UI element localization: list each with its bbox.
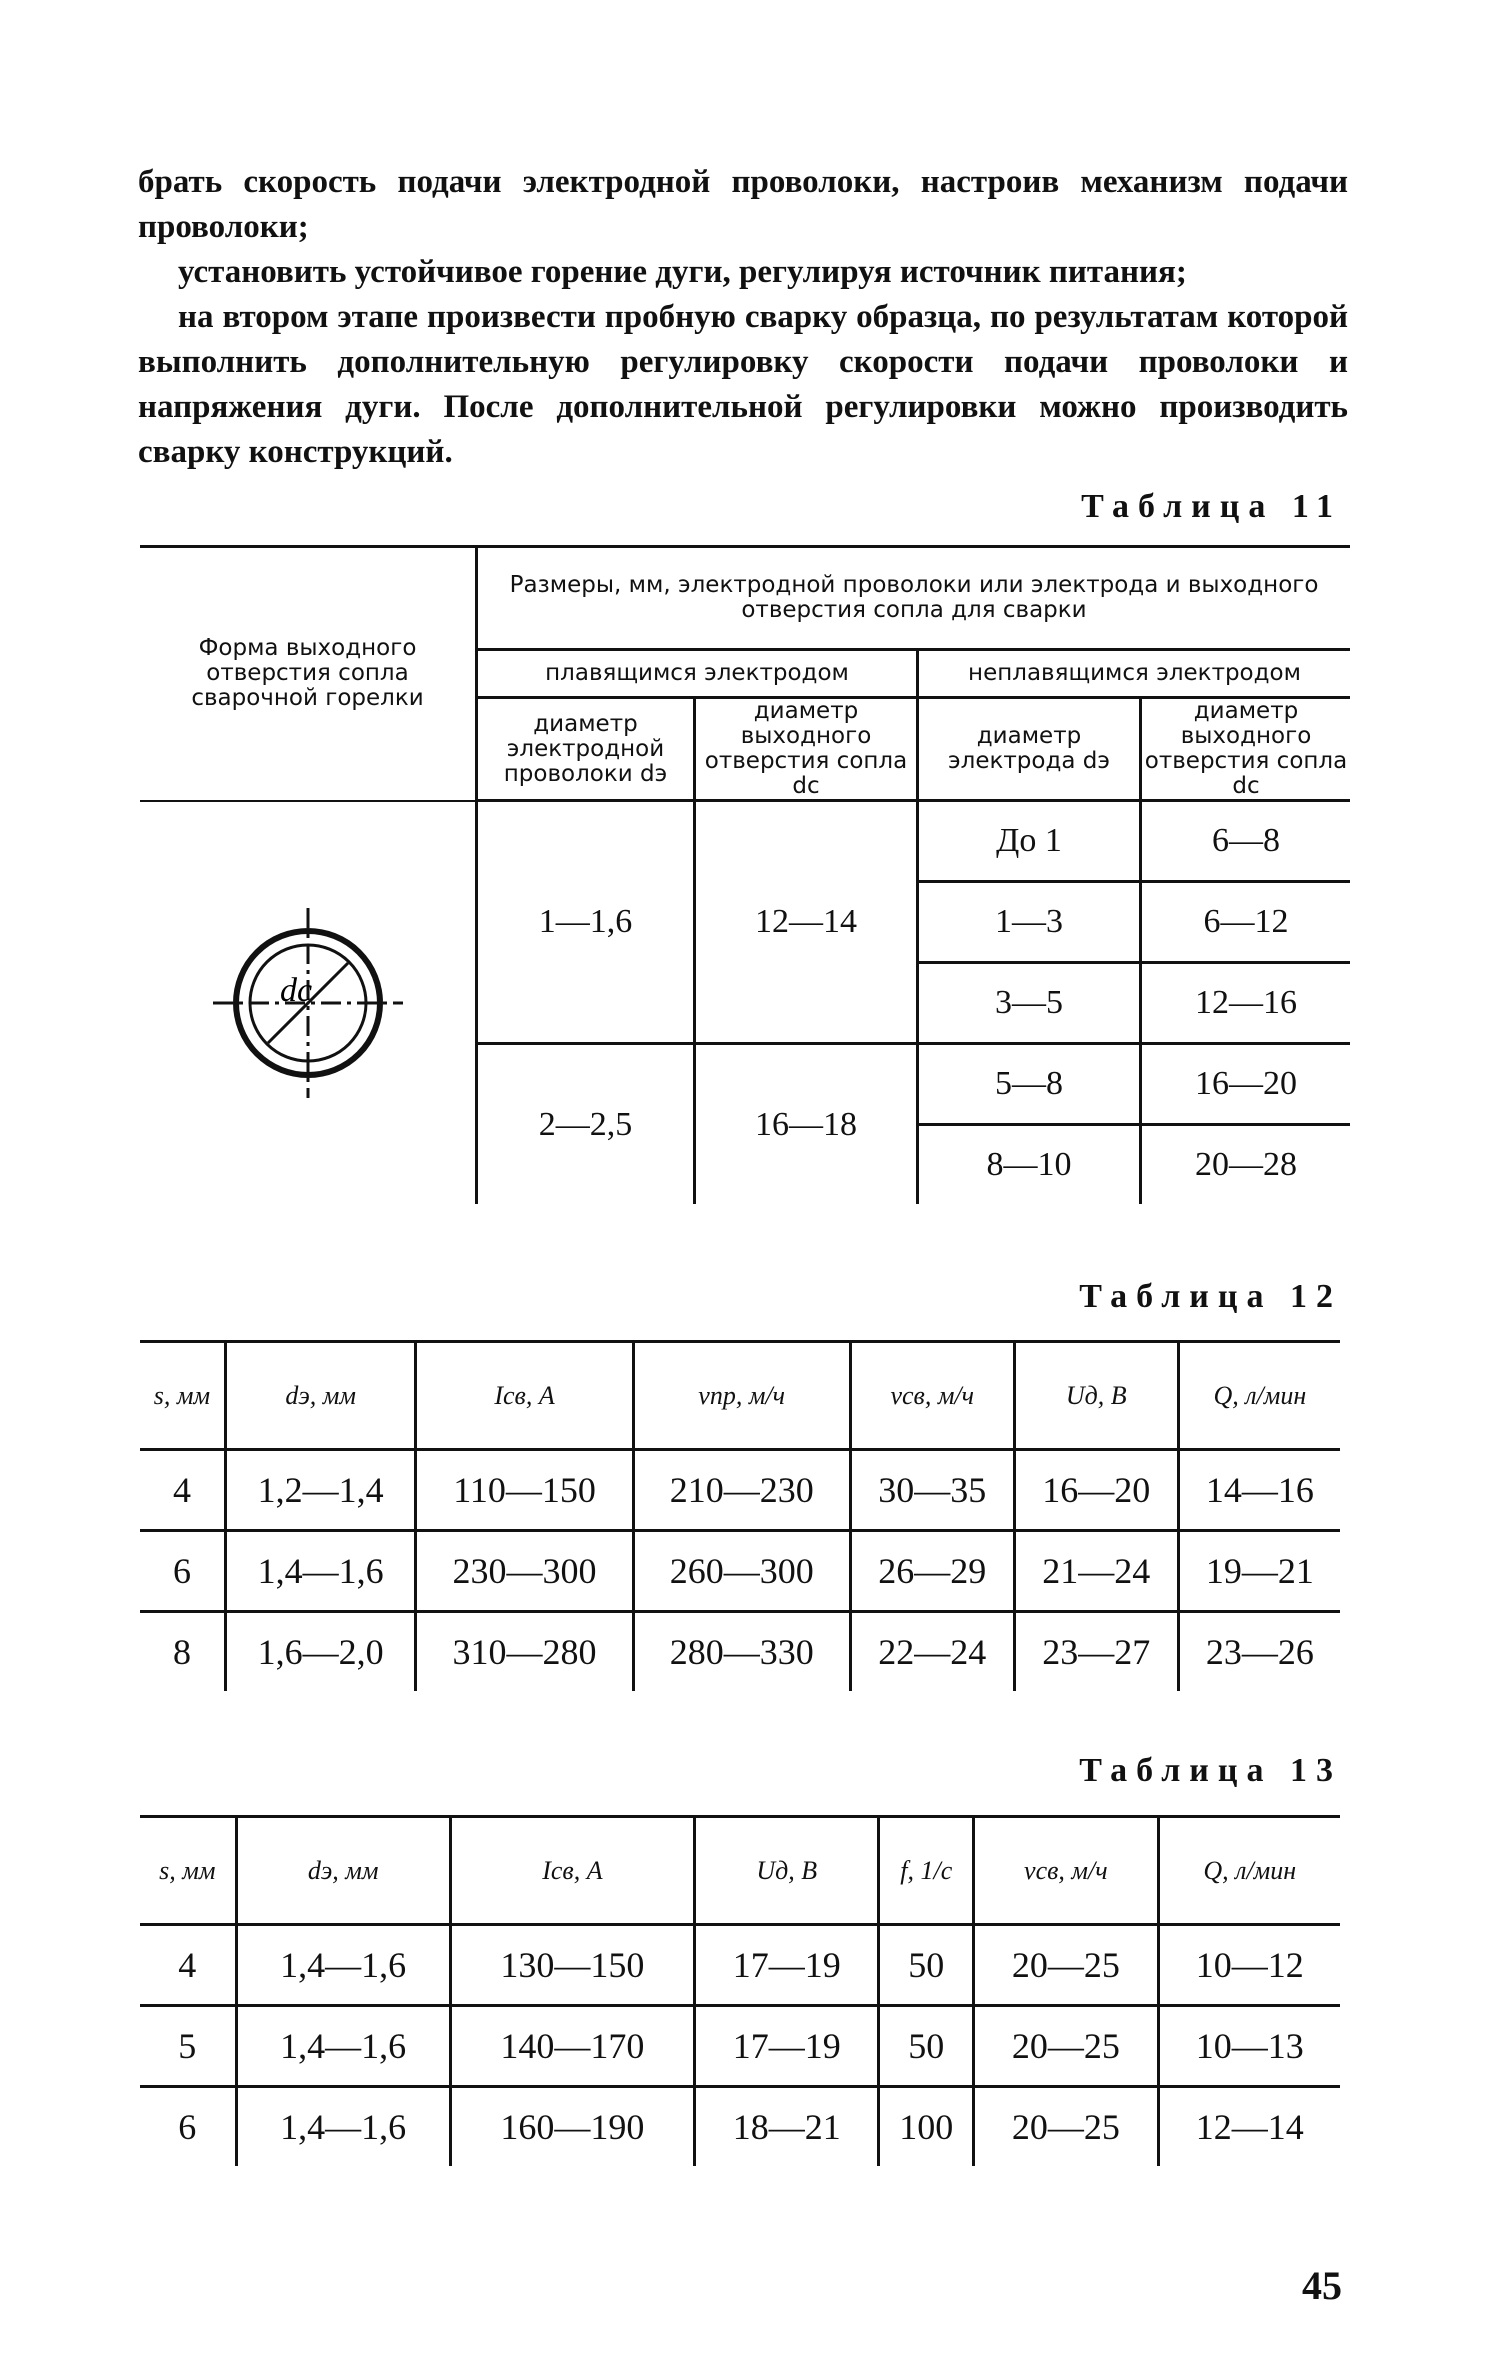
table-cell: 6: [178, 2107, 197, 2147]
table-cell: 50: [879, 2006, 974, 2087]
col-header: dэ, мм: [236, 1817, 450, 1925]
shape-header: Форма выходного отверстия сопла сварочной горелки: [140, 547, 477, 801]
table-cell: 4: [140, 1925, 236, 2006]
col-header: Q, л/мин: [1178, 1342, 1340, 1450]
table-cell: 110—150: [416, 1450, 633, 1531]
table-cell: 21—24: [1014, 1531, 1178, 1612]
table-cell: 23—27: [1014, 1612, 1178, 1692]
table-cell: 280—330: [633, 1612, 850, 1692]
col-header: Q, л/мин: [1158, 1817, 1340, 1925]
table-11: [140, 545, 1350, 1204]
table-cell: 1,6—2,0: [225, 1612, 416, 1692]
electrode-cell: 3—5: [918, 963, 1141, 1044]
table-12: [140, 1340, 1340, 1691]
paragraph-3: на втором этапе произвести пробную сварку образца, по результатам которой выполнить дополнительную регулировку скорости подачи проволоки и напряжения дуги. После дополнительной регулировки можно производить сварку конструкций.: [138, 299, 1348, 470]
table-row: [140, 1612, 1340, 1692]
col-header: Uд, В: [695, 1817, 879, 1925]
table-cell: 100: [879, 2087, 974, 2167]
col-header: Uд, В: [1014, 1342, 1178, 1450]
table-cell: 210—230: [633, 1450, 850, 1531]
col-header: s, мм: [140, 1342, 225, 1450]
body-text: [138, 160, 1348, 475]
table-cell: 230—300: [416, 1531, 633, 1612]
wire-1: 1—1,6: [477, 801, 695, 1044]
nozzle-cell: 16—20: [1141, 1044, 1351, 1125]
nozzle-diameter-label: dc: [279, 971, 312, 1009]
paragraph-1: брать скорость подачи электродной проволоки, настроив механизм подачи проволоки;: [138, 164, 1348, 245]
col-header: vсв, м/ч: [974, 1817, 1158, 1925]
electrode-diameter-header: диаметр электрода dэ: [918, 698, 1141, 801]
table-cell: 12—14: [1158, 2087, 1340, 2167]
table-cell: 5: [140, 2006, 236, 2087]
electrode-cell: 5—8: [918, 1044, 1141, 1125]
nozzle-cell: 6—12: [1141, 882, 1351, 963]
table-cell: 140—170: [450, 2006, 694, 2087]
col-header: Iсв, А: [450, 1817, 694, 1925]
table-cell: 10—13: [1158, 2006, 1340, 2087]
table-cell: 20—25: [974, 2087, 1158, 2167]
table-cell: 160—190: [450, 2087, 694, 2167]
table-cell: 26—29: [850, 1531, 1014, 1612]
electrode-cell: 1—3: [918, 882, 1141, 963]
table-cell: 19—21: [1178, 1531, 1340, 1612]
table-row: [140, 1925, 1340, 2006]
table-cell: 22—24: [850, 1612, 1014, 1692]
nozzle-diameter-header-2: диаметр выходного отверстия сопла dс: [1141, 698, 1351, 801]
table-cell: 50: [879, 1925, 974, 2006]
table-row: [140, 2006, 1340, 2087]
table-cell: 20—25: [974, 2006, 1158, 2087]
table-row: [140, 1450, 1340, 1531]
table-cell: 260—300: [633, 1531, 850, 1612]
paragraph-2: установить устойчивое горение дуги, регулируя источник питания;: [178, 254, 1187, 290]
col-header: Iсв, А: [416, 1342, 633, 1450]
electrode-cell: 8—10: [918, 1125, 1141, 1205]
nozzle-circle-icon: [208, 903, 408, 1103]
col-header: vпр, м/ч: [633, 1342, 850, 1450]
table-cell: 1,4—1,6: [236, 2087, 450, 2167]
table-12-caption: Таблица 12: [1079, 1278, 1342, 1315]
col-header: vсв, м/ч: [850, 1342, 1014, 1450]
page-number: 45: [1302, 2263, 1342, 2308]
wire-2: 2—2,5: [477, 1044, 695, 1205]
group-header: Размеры, мм, электродной проволоки или электрода и выходного отверстия сопла для сварки: [477, 547, 1351, 650]
table-cell: 18—21: [695, 2087, 879, 2167]
col-header: f, 1/с: [879, 1817, 974, 1925]
table-cell: 1,4—1,6: [225, 1531, 416, 1612]
table-cell: 1,2—1,4: [225, 1450, 416, 1531]
table-cell: 130—150: [450, 1925, 694, 2006]
table-13: [140, 1815, 1340, 2166]
table-row: [140, 2087, 1340, 2167]
table-cell: 30—35: [850, 1450, 1014, 1531]
melting-header: плавящимся электродом: [477, 650, 918, 698]
table-cell: 17—19: [695, 2006, 879, 2087]
nozzle-cell: 6—8: [1141, 801, 1351, 882]
col-header: s, мм: [140, 1817, 236, 1925]
header-row: [140, 1817, 1340, 1925]
wire-diameter-header: диаметр электродной проволоки dэ: [477, 698, 695, 801]
nozzle-cell: 20—28: [1141, 1125, 1351, 1205]
table-cell: 20—25: [974, 1925, 1158, 2006]
table-row: [140, 1531, 1340, 1612]
nozzle-2: 16—18: [695, 1044, 918, 1205]
table-cell: 10—12: [1158, 1925, 1340, 2006]
table-cell: 8: [172, 1632, 191, 1672]
table-11-caption: Таблица 11: [1081, 488, 1342, 525]
table-cell: 1,4—1,6: [236, 1925, 450, 2006]
col-header: dэ, мм: [225, 1342, 416, 1450]
nozzle-1: 12—14: [695, 801, 918, 1044]
table-cell: 16—20: [1014, 1450, 1178, 1531]
table-cell: 4: [140, 1450, 225, 1531]
table-cell: 6: [140, 1531, 225, 1612]
table-cell: 310—280: [416, 1612, 633, 1692]
nozzle-diameter-header-1: диаметр выходного отверстия сопла dс: [695, 698, 918, 801]
electrode-cell: До 1: [918, 801, 1141, 882]
table-cell: 1,4—1,6: [236, 2006, 450, 2087]
table-cell: 17—19: [695, 1925, 879, 2006]
header-row: [140, 1342, 1340, 1450]
nozzle-cell: 12—16: [1141, 963, 1351, 1044]
nozzle-shape-cell: [140, 801, 477, 1205]
table-cell: 14—16: [1178, 1450, 1340, 1531]
table-cell: 23—26: [1178, 1612, 1340, 1692]
table-13-caption: Таблица 13: [1079, 1752, 1342, 1789]
nonmelting-header: неплавящимся электродом: [918, 650, 1351, 698]
